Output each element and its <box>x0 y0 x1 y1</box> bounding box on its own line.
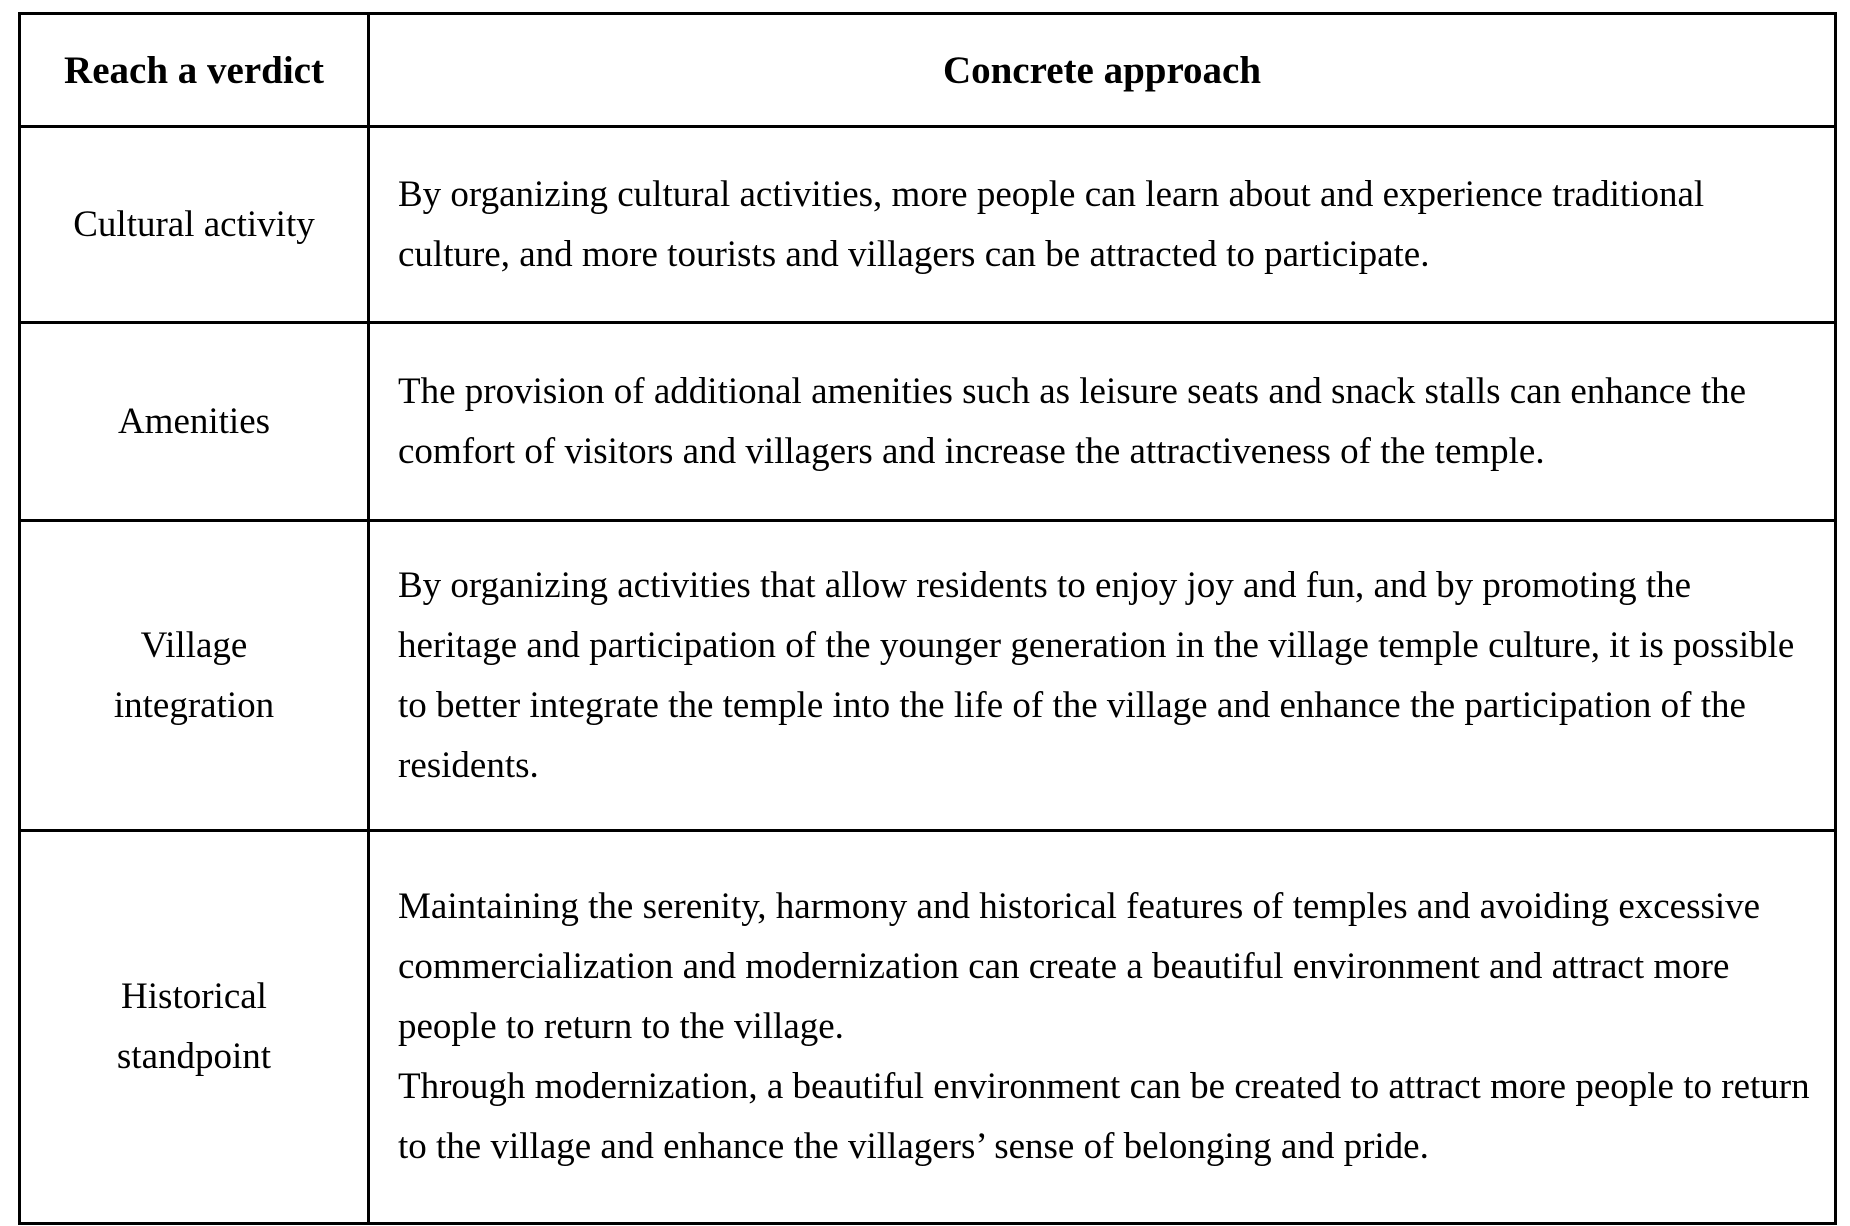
approach-paragraph: By organizing activities that allow residents to enjoy joy and fun, and by promoting the heritage and participation of the younger generation in the village temple culture, it is possible to better integrate the temple into the life of the village and enhance the participation of the residents. <box>398 564 1795 786</box>
verdict-approach-table-container <box>18 12 1834 1225</box>
table-row <box>20 831 1836 1224</box>
approach-paragraph: Maintaining the serenity, harmony and historical features of temples and avoiding excessive commercialization and modernization can create a beautiful environment and attract more people to return to the village. <box>398 886 1761 1047</box>
verdict-approach-table <box>18 12 1837 1225</box>
table-row <box>20 323 1836 521</box>
approach-paragraph: Through modernization, a beautiful environment can be created to attract more people to return to the village and enhance the villagers’ sense of belonging and pride. <box>398 1066 1810 1167</box>
verdict-cell: Amenities <box>20 323 369 521</box>
approach-cell <box>369 831 1836 1224</box>
header-reach-a-verdict: Reach a verdict <box>20 14 369 127</box>
header-concrete-approach: Concrete approach <box>369 14 1836 127</box>
approach-cell <box>369 323 1836 521</box>
approach-cell <box>369 521 1836 831</box>
verdict-cell: Cultural activity <box>20 127 369 323</box>
approach-paragraph: By organizing cultural activities, more people can learn about and experience traditional culture, and more tourists and villagers can be attracted to participate. <box>398 173 1705 275</box>
verdict-cell: Village integration <box>20 521 369 831</box>
approach-paragraph: The provision of additional amenities such as leisure seats and snack stalls can enhance the comfort of visitors and villagers and increase the attractiveness of the temple. <box>398 370 1747 472</box>
approach-cell <box>369 127 1836 323</box>
verdict-cell: Historical standpoint <box>20 831 369 1224</box>
table-row <box>20 521 1836 831</box>
table-header-row <box>20 14 1836 127</box>
table-row <box>20 127 1836 323</box>
